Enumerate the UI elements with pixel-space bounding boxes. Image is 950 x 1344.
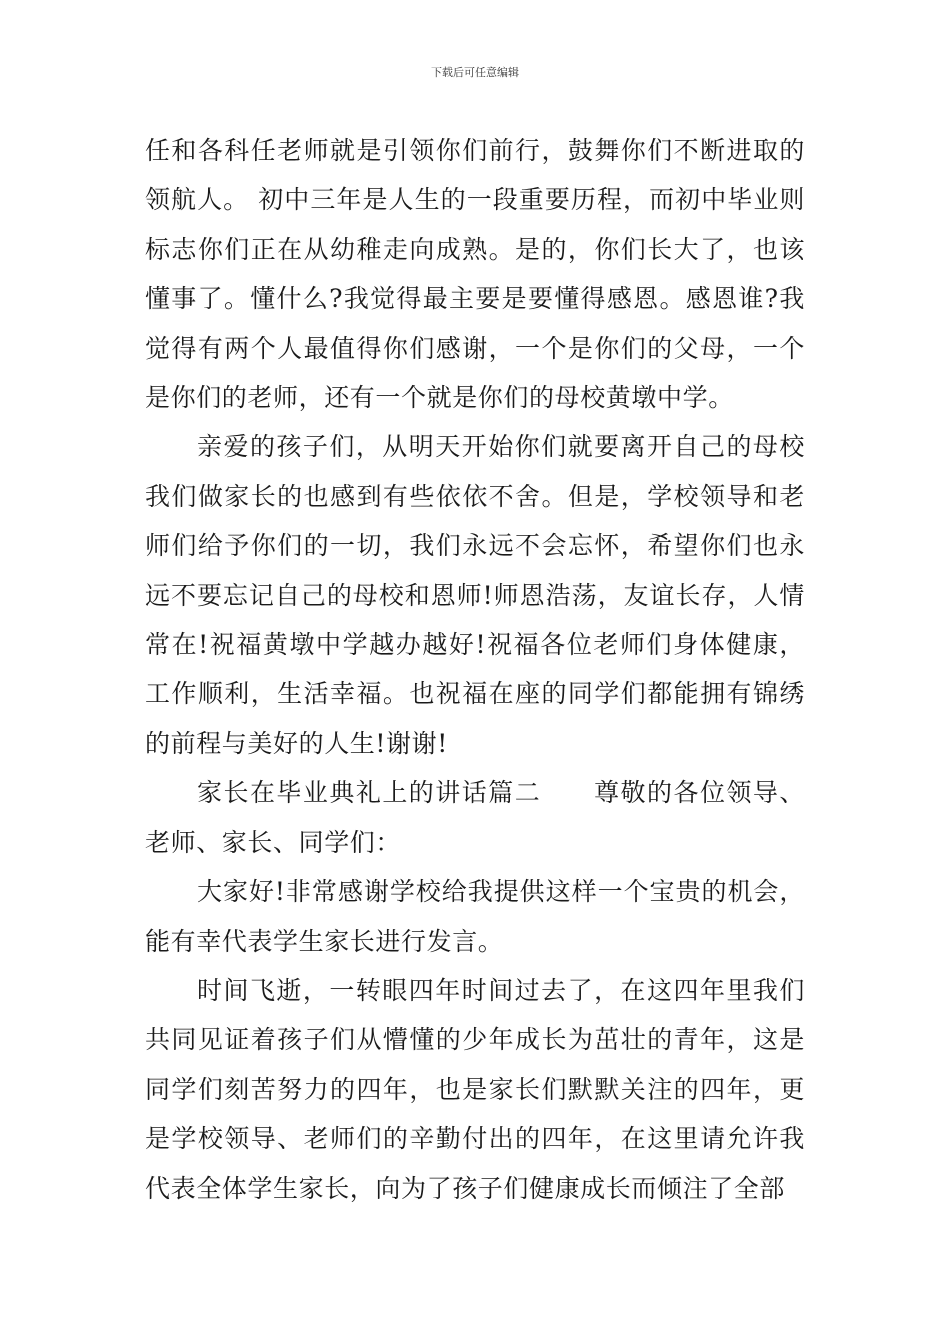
section-title: 家长在毕业典礼上的讲话篇二 — [197, 778, 542, 808]
paragraph-5: 时间飞逝，一转眼四年时间过去了，在这四年里我们共同见证着孩子们从懵懂的少年成长为茁壮的青年，这是同学们刻苦努力的四年，也是家长们默默关注的四年，更是学校领导、老师们的辛勤付出的四年，在这里请允许我代表全体学生家长，向为了孩子们健康成长而倾注了全部 — [145, 975, 805, 1203]
paragraph-2: 亲爱的孩子们，从明天开始你们就要离开自己的母校我们做家长的也感到有些依依不舍。但是，学校领导和老师们给予你们的一切，我们永远不会忘怀，希望你们也永远不要忘记自己的母校和恩师!师恩浩荡，友谊长存，人情常在!祝福黄墩中学越办越好!祝福各位老师们身体健康，工作顺利，生活幸福。也祝福在座的同学们都能拥有锦绣的前程与美好的人生!谢谢! — [145, 432, 805, 758]
page-header-note: 下载后可任意编辑 — [431, 66, 519, 79]
document-body — [145, 126, 805, 1213]
salutation: 尊敬的各位领导、老师、家长、同学们： — [145, 778, 805, 857]
paragraph-4: 大家好!非常感谢学校给我提供这样一个宝贵的机会，能有幸代表学生家长进行发言。 — [145, 877, 805, 956]
paragraph-3 — [145, 768, 805, 867]
paragraph-1: 任和各科任老师就是引领你们前行，鼓舞你们不断进取的领航人。 初中三年是人生的一段重要历程，而初中毕业则标志你们正在从幼稚走向成熟。是的，你们长大了，也该懂事了。懂什么?我觉得最主要是要懂得感恩。感恩谁?我觉得有两个人最值得你们感谢，一个是你们的父母，一个是你们的老师，还有一个就是你们的母校黄墩中学。 — [145, 136, 805, 413]
